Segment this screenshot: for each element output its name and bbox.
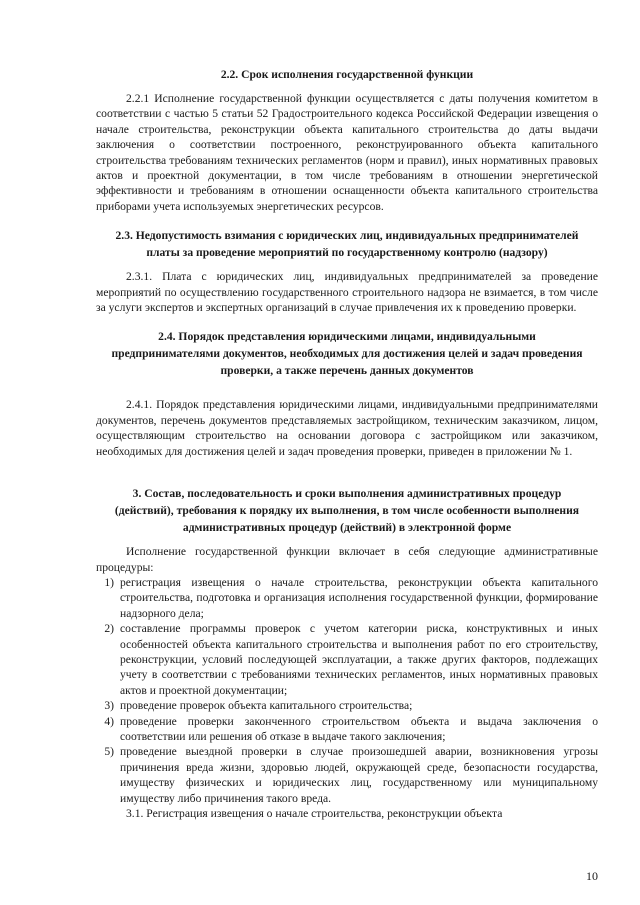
paragraph-2-3-1: 2.3.1. Плата с юридических лиц, индивидуальных предпринимателей за проведение мероприятий по осуществлению государственного строительного надзора не взимается, в том числе за услуги экспертов и экспертных организаций в случае привлечения их к проведению проверки.: [96, 270, 598, 315]
list-item: [96, 698, 598, 713]
page-number: 10: [586, 869, 598, 883]
list-item-number: 5): [104, 745, 114, 759]
section-2-2-heading: 2.2. Срок исполнения государственной функции: [220, 68, 474, 81]
list-item-text: проведение проверки законченного строительством объекта и выдача заключения о соответствии или решения об отказе в выдаче такого заключения;: [120, 714, 598, 743]
list-item: [96, 575, 598, 621]
procedures-list: [96, 575, 598, 806]
list-item-text: регистрация извещения о начале строительства, реконструкции объекта капитального строительства, подготовка и организация исполнения государственной функции, формирование надзорного дела;: [120, 575, 598, 620]
section-2-3-heading: 2.3. Недопустимость взимания с юридических лиц, индивидуальных предпринимателей платы за проведение мероприятий по государственному контролю (надзору): [115, 229, 579, 260]
section-2-4-heading: 2.4. Порядок представления юридическими лицами, индивидуальными предпринимателями документов, необходимых для достижения целей и задач проведения проверки, а также перечень данных документов: [111, 330, 583, 378]
paragraph-2-2-1: 2.2.1 Исполнение государственной функции осуществляется с даты получения комитетом в соответствии с частью 5 статьи 52 Градостроительного кодекса Российской Федерации извещения о начале строительства, реконструкции объекта капитального строительства до даты выдачи заключения о соответствии построенного, реконструированного объекта капитального строительства требованиям технических регламентов (норм и правил), иных нормативных правовых актов и проектной документации, в том числе требованиям в отношении энергетической эффективности и требованиям в отношении оснащенности объекта капитального строительства приборами учета используемых энергетических ресурсов.: [96, 92, 598, 213]
paragraph-3-1: 3.1. Регистрация извещения о начале строительства, реконструкции объекта: [126, 807, 503, 820]
section-3-heading: 3. Состав, последовательность и сроки выполнения административных процедур (действий), требования к порядку их выполнения, в том числе особенности выполнения административных процедур (действий) в электронной форме: [114, 487, 580, 535]
list-item: [96, 744, 598, 806]
list-item: [96, 621, 598, 698]
list-item-text: составление программы проверок с учетом категории риска, конструктивных и иных особенностей объекта капитального строительства и выполнения работ по его строительству, реконструкции, условий последующей эксплуатации, а также других факторов, подлежащих учету в соответствии с требованиями технических регламентов, иных нормативных правовых актов и проектной документации;: [120, 622, 598, 697]
list-item-number: 4): [104, 714, 114, 728]
list-item: [96, 714, 598, 745]
list-item-number: 1): [104, 575, 114, 589]
list-item-text: проведение проверок объекта капитального строительства;: [120, 699, 413, 713]
paragraph-2-4-1: 2.4.1. Порядок представления юридическими лицами, индивидуальными предпринимателями документов, перечень документов представляемых застройщиком, техническим заказчиком, лицом, осуществляющим строительство на основании договора с застройщиком или заказчиком, необходимых для достижения целей и задач проведения проверки, приведен в приложении № 1.: [96, 398, 598, 458]
list-item-text: проведение выездной проверки в случае произошедшей аварии, возникновения угрозы причинения вреда жизни, здоровью людей, окружающей среде, безопасности государства, имуществу физических и юридических лиц, государственному или муниципальному имуществу либо причинения такого вреда.: [120, 745, 598, 805]
list-item-number: 3): [104, 699, 114, 713]
section-3-intro: Исполнение государственной функции включает в себя следующие административные процедуры:: [96, 545, 598, 574]
list-item-number: 2): [104, 622, 114, 636]
